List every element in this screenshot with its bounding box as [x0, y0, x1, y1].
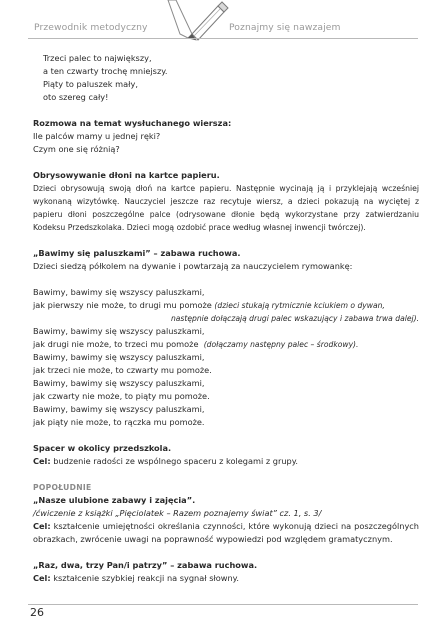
spacer-goal: [33, 455, 419, 468]
rhyme-note: (dołączamy następny palec – środkowy).: [203, 340, 359, 349]
poem-line: a ten czwarty trochę mniejszy.: [43, 66, 168, 76]
rhyme-text: jak pierwszy nie może, to drugi mu pomoże: [33, 300, 212, 310]
rozmowa-question-1: Ile palców mamy u jednej ręki?: [33, 131, 161, 141]
rozmowa-heading: Rozmowa na temat wysłuchanego wiersza:: [33, 118, 232, 128]
rhyme-line: jak czwarty nie może, to piąty mu pomoże.: [33, 391, 210, 401]
rhyme-line: jak piąty nie może, to rączka mu pomoże.: [33, 417, 205, 427]
rhyme-line: [33, 299, 419, 312]
goal-text: budzenie radości ze wspólnego spaceru z kolegami z grupy.: [53, 456, 298, 466]
rhyme-line: jak trzeci nie może, to czwarty mu pomoże.: [33, 365, 212, 375]
poem-line: Trzeci palec to największy,: [43, 53, 152, 63]
rhyme-line: Bawimy, bawimy się wszyscy paluszkami,: [33, 287, 205, 297]
section-label-popoludnie: POPOŁUDNIE: [33, 483, 92, 492]
goal-label: Cel:: [33, 573, 51, 583]
rozmowa-question-2: Czym one się różnią?: [33, 144, 120, 154]
zabawa-intro: Dzieci siedzą półkolem na dywanie i powtarzają za nauczycielem rymowankę:: [33, 261, 353, 271]
obrys-paragraph: Dzieci obrysowują swoją dłoń na kartce papieru. Następnie wycinają ją i przyklejają wcześniej wykonaną wizytówkę. Nauczyciel jeszcze raz recytuje wiersz, a dzieci pokazują na wyciętej z papieru dłoni poszczególne palce (odrysowane dłonie będą wykorzystane przy zatwierdzaniu Kodeksu Przedszkolaka. Dzieci mogą ozdobić prace według własnej inwencji twórczej).: [33, 184, 419, 232]
rhyme-line: Bawimy, bawimy się wszyscy paluszkami,: [33, 352, 205, 362]
rhyme-line: Bawimy, bawimy się wszyscy paluszkami,: [33, 404, 205, 414]
goal-label: Cel:: [33, 521, 51, 531]
poem: [33, 52, 419, 104]
raz-heading: „Raz, dwa, trzy Pan/i patrzy” – zabawa ruchowa.: [33, 560, 258, 570]
raz-goal: [33, 572, 419, 585]
poem-line: oto szereg cały!: [43, 92, 109, 102]
rhyme-line: Bawimy, bawimy się wszyscy paluszkami,: [33, 326, 205, 336]
goal-text: kształcenie umiejętności określania czynności, które wykonują dzieci na poszczególnych obrazkach, zwrócenie uwagi na poprawność wypowiedzi pod względem gramatycznym.: [33, 521, 419, 544]
popoludnie-source: /ćwiczenie z książki „Pięciolatek – Razem poznajemy świat” cz. 1, s. 3/: [33, 508, 322, 518]
header-right-title: Poznajmy się nawzajem: [229, 22, 341, 33]
page-number: 26: [30, 606, 44, 619]
popoludnie-goal: [33, 520, 419, 546]
document-body: [33, 52, 419, 585]
header-left-title: Przewodnik metodyczny: [34, 22, 148, 33]
spacer-heading: Spacer w okolicy przedszkola.: [33, 443, 172, 453]
rhyme-note: (dzieci stukają rytmicznie kciukiem o dywan,: [214, 301, 385, 310]
rhyme-note-continued: następnie dołączają drugi palec wskazujący i zabawa trwa dalej).: [170, 314, 419, 323]
rhyme-line: Bawimy, bawimy się wszyscy paluszkami,: [33, 378, 205, 388]
zabawa-heading: „Bawimy się paluszkami” – zabawa ruchowa.: [33, 248, 241, 258]
page-header: [0, 0, 447, 44]
goal-text: kształcenie szybkiej reakcji na sygnał słowny.: [53, 573, 239, 583]
footer-divider: [28, 604, 418, 605]
header-divider: [28, 38, 418, 39]
rhyme-text: jak drugi nie może, to trzeci mu pomoże: [33, 339, 199, 349]
obrys-heading: Obrysowywanie dłoni na kartce papieru.: [33, 170, 220, 180]
poem-line: Piąty to paluszek mały,: [43, 79, 138, 89]
pencil-icon: [166, 0, 230, 42]
rhyme-line: [33, 338, 419, 351]
goal-label: Cel:: [33, 456, 51, 466]
popoludnie-heading: „Nasze ulubione zabawy i zajęcia”.: [33, 495, 196, 505]
